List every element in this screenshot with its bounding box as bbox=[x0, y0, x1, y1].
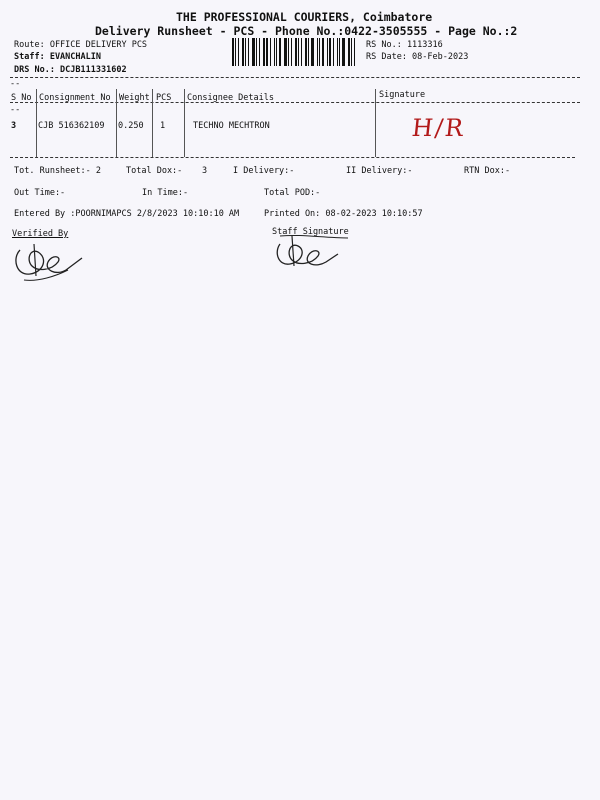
rs-number: RS No.: 1113316 bbox=[366, 40, 443, 50]
tot-runsheet: Tot. Runsheet:- 2 bbox=[14, 166, 101, 176]
runsheet-title: Delivery Runsheet - PCS - Phone No.:0422-3505555 - Page No.:2 bbox=[95, 24, 518, 38]
rs-date: RS Date: 08-Feb-2023 bbox=[366, 52, 469, 62]
barcode-bar bbox=[333, 38, 334, 66]
rule-marker: -- bbox=[10, 79, 21, 89]
col-header-signature: Signature bbox=[379, 90, 426, 100]
cell-consignee: TECHNO MECHTRON bbox=[193, 121, 270, 131]
barcode-bar bbox=[319, 38, 320, 66]
barcode-bar bbox=[301, 38, 302, 66]
total-dox-label: Total Dox:- bbox=[126, 166, 183, 176]
col-header-pcs: PCS bbox=[156, 93, 172, 103]
staff-signature-label: Staff Signature bbox=[272, 227, 349, 237]
printed-on: Printed On: 08-02-2023 10:10:57 bbox=[264, 209, 423, 219]
col-separator bbox=[116, 89, 117, 157]
cell-signature: H/R bbox=[410, 114, 467, 142]
barcode bbox=[232, 38, 358, 66]
col-separator bbox=[375, 89, 376, 157]
col-separator bbox=[152, 89, 153, 157]
barcode-bar bbox=[354, 38, 355, 66]
barcode-bar bbox=[266, 38, 268, 66]
total-pod: Total POD:- bbox=[264, 188, 321, 198]
barcode-bar bbox=[245, 38, 246, 66]
barcode-bar bbox=[329, 38, 331, 66]
barcode-bar bbox=[291, 38, 292, 66]
barcode-bar bbox=[279, 38, 281, 66]
rule-marker: -- bbox=[10, 105, 21, 115]
barcode-bar bbox=[348, 38, 350, 66]
rtn-dox: RTN Dox:- bbox=[464, 166, 511, 176]
company-title: THE PROFESSIONAL COURIERS, Coimbatore bbox=[176, 10, 433, 24]
barcode-bar bbox=[242, 38, 244, 66]
barcode-bar bbox=[274, 38, 275, 66]
barcode-bar bbox=[342, 38, 345, 66]
rule-table-bottom bbox=[10, 157, 575, 158]
total-dox-value: 3 bbox=[202, 166, 208, 176]
barcode-bar bbox=[337, 38, 338, 66]
barcode-bar bbox=[284, 38, 287, 66]
staff-label: Staff: EVANCHALIN bbox=[14, 52, 101, 62]
route-label: Route: OFFICE DELIVERY PCS bbox=[14, 40, 148, 50]
col-header-consignment: Consignment No bbox=[39, 93, 111, 103]
barcode-bar bbox=[305, 38, 307, 66]
barcode-bar bbox=[276, 38, 277, 66]
barcode-bar bbox=[322, 38, 324, 66]
verified-signature-mark bbox=[8, 236, 88, 284]
out-time: Out Time:- bbox=[14, 188, 66, 198]
barcode-bar bbox=[256, 38, 257, 66]
cell-consignment: CJB 516362109 bbox=[38, 121, 105, 131]
barcode-bar bbox=[238, 38, 239, 66]
col-separator bbox=[184, 89, 185, 157]
i-delivery: I Delivery:- bbox=[233, 166, 295, 176]
col-separator bbox=[36, 89, 37, 157]
col-header-sno: S No bbox=[11, 93, 32, 103]
col-header-weight: Weight bbox=[119, 93, 150, 103]
barcode-bar bbox=[298, 38, 299, 66]
barcode-bar bbox=[235, 38, 236, 66]
barcode-bar bbox=[259, 38, 260, 66]
barcode-bar bbox=[288, 38, 289, 66]
barcode-bar bbox=[232, 38, 234, 66]
barcode-bar bbox=[339, 38, 340, 66]
barcode-bar bbox=[248, 38, 249, 66]
rule-top bbox=[10, 77, 580, 78]
entered-by: Entered By :POORNIMAPCS 2/8/2023 10:10:10 AM bbox=[14, 209, 240, 219]
verified-by-label: Verified By bbox=[12, 229, 69, 239]
barcode-bar bbox=[317, 38, 318, 66]
barcode-bar bbox=[327, 38, 328, 66]
ii-delivery: II Delivery:- bbox=[346, 166, 413, 176]
in-time: In Time:- bbox=[142, 188, 189, 198]
cell-sno: 3 bbox=[11, 121, 17, 131]
barcode-bar bbox=[252, 38, 255, 66]
barcode-bar bbox=[351, 38, 352, 66]
cell-pcs: 1 bbox=[160, 121, 166, 131]
drs-number: DRS No.: DCJB111331602 bbox=[14, 65, 127, 75]
staff-signature-mark bbox=[272, 232, 352, 272]
barcode-bar bbox=[263, 38, 265, 66]
barcode-bar bbox=[308, 38, 309, 66]
barcode-bar bbox=[295, 38, 297, 66]
cell-weight: 0.250 bbox=[118, 121, 144, 131]
barcode-bar bbox=[311, 38, 314, 66]
barcode-bar bbox=[270, 38, 271, 66]
col-header-consignee: Consignee Details bbox=[187, 93, 274, 103]
